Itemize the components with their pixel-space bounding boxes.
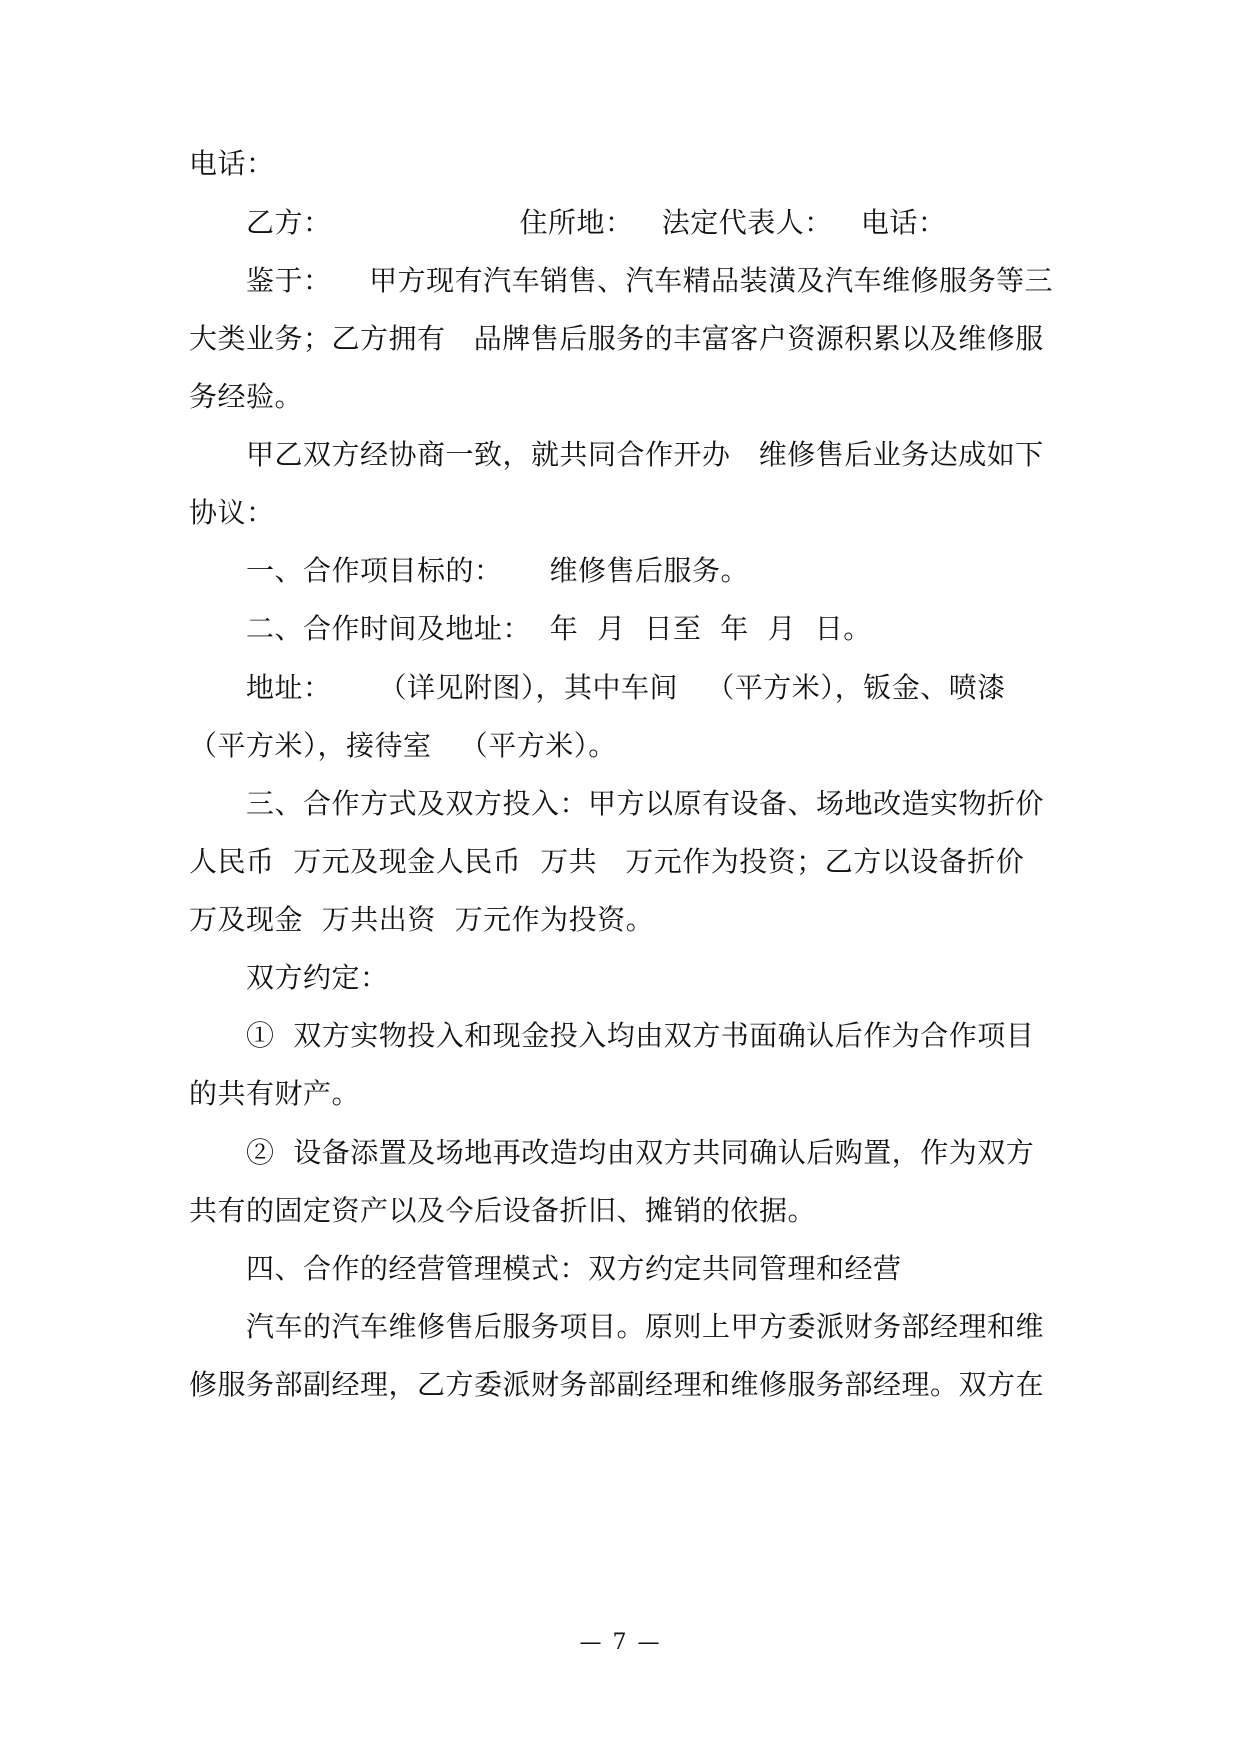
- text-line: 甲乙双方经协商一致，就共同合作开办 维修售后业务达成如下: [246, 438, 1044, 471]
- text-line: 大类业务；乙方拥有 品牌售后服务的丰富客户资源积累以及维修服: [189, 322, 1044, 355]
- text-line: 三、合作方式及双方投入：甲方以原有设备、场地改造实物折价: [246, 787, 1045, 820]
- text-line: 汽车的汽车维修售后服务项目。原则上甲方委派财务部经理和维: [246, 1310, 1045, 1343]
- text-line: （平方米），接待室 （平方米）。: [189, 729, 617, 762]
- text-line: 的共有财产。: [189, 1077, 361, 1110]
- page-number: — 7 —: [579, 1630, 662, 1655]
- text-line: 双方约定：: [246, 961, 389, 994]
- text-line: 协议：: [189, 496, 275, 529]
- text-line: 二、合作时间及地址： 年 月 日至 年 月 日。: [246, 612, 872, 645]
- text-line: 务经验。: [189, 380, 304, 413]
- text-line: 一、合作项目标的： 维修售后服务。: [246, 554, 750, 587]
- text-line: 电话：: [189, 147, 275, 180]
- text-line: 四、合作的经营管理模式：双方约定共同管理和经营: [246, 1252, 902, 1285]
- text-line: 共有的固定资产以及今后设备折旧、摊销的依据。: [189, 1194, 817, 1227]
- text-line: 人民币 万元及现金人民币 万共 万元作为投资；乙方以设备折价: [189, 845, 1025, 878]
- text-line: ① 双方实物投入和现金投入均由双方书面确认后作为合作项目: [246, 1019, 1035, 1052]
- text-line: 万及现金 万共出资 万元作为投资。: [189, 903, 655, 936]
- text-line: 地址： （详见附图），其中车间 （平方米），钣金、喷漆: [246, 671, 1006, 704]
- text-line: 修服务部副经理，乙方委派财务部副经理和维修服务部经理。双方在: [189, 1368, 1045, 1401]
- text-line: ② 设备添置及场地再改造均由双方共同确认后购置，作为双方: [246, 1136, 1035, 1169]
- text-line: 乙方： 住所地： 法定代表人： 电话：: [246, 206, 947, 239]
- text-line: 鉴于： 甲方现有汽车销售、汽车精品装潢及汽车维修服务等三: [246, 264, 1054, 297]
